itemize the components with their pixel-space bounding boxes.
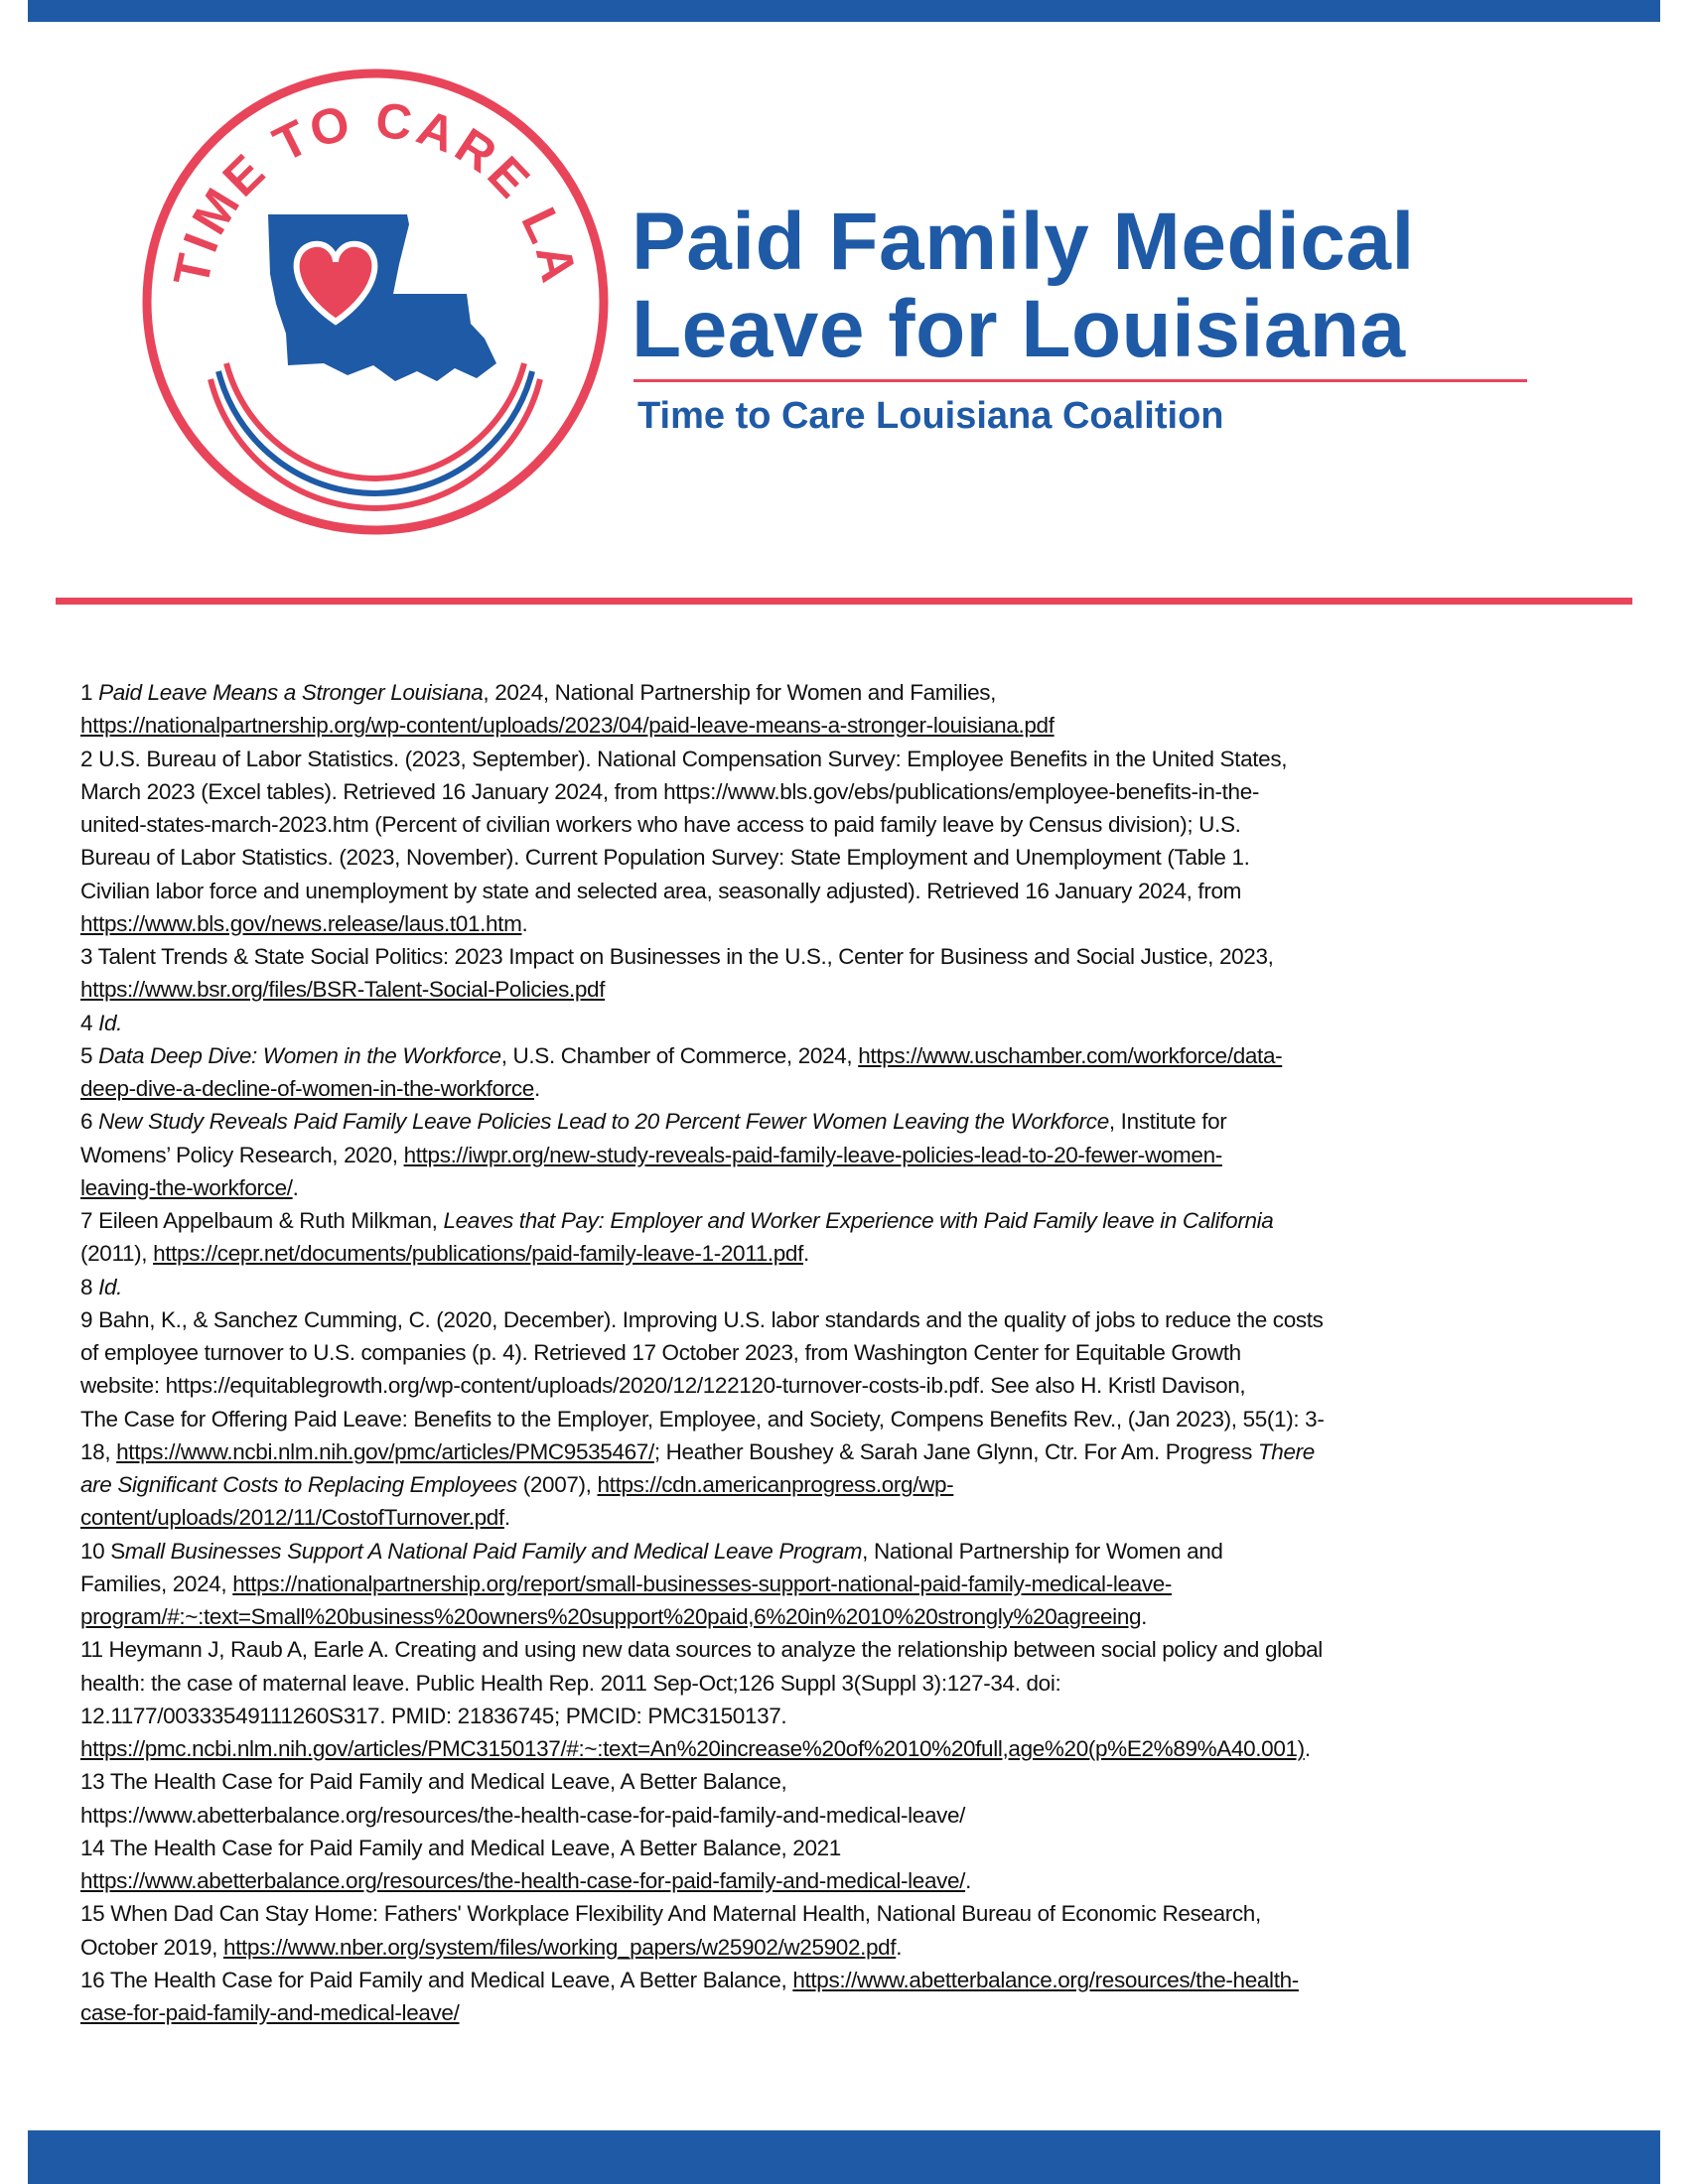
footnote-line	[80, 1799, 1629, 1832]
footnote-line	[80, 1964, 1629, 1996]
footnote-line	[80, 1700, 1629, 1732]
footnote-line	[80, 1765, 1629, 1798]
citation-text: .	[1141, 1604, 1148, 1629]
citation-text: The Case for Offering Paid Leave: Benefits to the Employer, Employee, and Society, Compens Benefits Rev., (Jan 2023), 55(1): 3-	[80, 1406, 1325, 1432]
citation-text: Families, 2024,	[80, 1570, 233, 1596]
citation-title: mall Businesses Support A National Paid Family and Medical Leave Program	[124, 1538, 863, 1564]
header-divider	[56, 598, 1632, 605]
footnote-line	[80, 1633, 1629, 1666]
citation-text: 10 S	[80, 1538, 125, 1564]
citation-title: Leaves that Pay: Employer and Worker Experience with Paid Family leave in California	[443, 1208, 1274, 1233]
footnote-line	[80, 940, 1629, 973]
citation-text: ; Heather Boushey & Sarah Jane Glynn, Ctr. For Am. Progress	[653, 1438, 1258, 1464]
footnote-line	[80, 1403, 1629, 1435]
citation-title: are Significant Costs to Replacing Employees	[80, 1472, 517, 1497]
footnote-line	[80, 1105, 1629, 1138]
footnote-line	[80, 1568, 1629, 1600]
footnote-line	[80, 1271, 1629, 1303]
citation-link[interactable]: https://www.nber.org/system/files/working_papers/w25902/w25902.pdf	[222, 1934, 897, 1960]
citation-text: 15 When Dad Can Stay Home: Fathers' Workplace Flexibility And Maternal Health, National Bureau of Economic Research,	[80, 1901, 1261, 1927]
citation-text: 2 U.S. Bureau of Labor Statistics. (2023, September). National Compensation Survey: Employee Benefits in the United States,	[80, 746, 1288, 771]
citation-text: .	[292, 1174, 299, 1200]
citation-title: Paid Leave Means a Stronger Louisiana	[98, 680, 484, 705]
footnote-line	[80, 1501, 1629, 1534]
title-line-2: Leave for Louisiana	[632, 284, 1406, 374]
citation-text: 7 Eileen Appelbaum & Ruth Milkman,	[80, 1208, 444, 1233]
footnote-line	[80, 1996, 1629, 2029]
citation-title: Id.	[98, 1010, 123, 1035]
footnote-line	[80, 973, 1629, 1006]
footnote-line	[80, 1732, 1629, 1765]
footnote-line	[80, 1237, 1629, 1270]
title-underline	[633, 379, 1527, 382]
footnote-line	[80, 907, 1629, 940]
citation-link[interactable]: https://pmc.ncbi.nlm.nih.gov/articles/PMC3150137/#:~:text=An%20increase%20of%2010%20full,age%20(p%E2%89%A40.001)	[80, 1736, 1305, 1761]
citation-text: .	[503, 1505, 510, 1531]
citation-text: 16 The Health Case for Paid Family and Medical Leave, A Better Balance,	[80, 1967, 793, 1992]
citation-text: , 2024, National Partnership for Women and Families,	[483, 680, 997, 705]
citation-link[interactable]: https://www.abetterbalance.org/resources/the-health-	[792, 1967, 1299, 1992]
citation-link[interactable]: https://www.bls.gov/news.release/laus.t01.htm	[80, 910, 522, 936]
footnotes	[80, 676, 1629, 2029]
citation-link[interactable]: https://nationalpartnership.org/wp-content/uploads/2023/04/paid-leave-means-a-stronger-louisiana.pdf	[80, 713, 1055, 739]
footnote-line	[80, 676, 1629, 709]
citation-text: of employee turnover to U.S. companies (p. 4). Retrieved 17 October 2023, from Washington Center for Equitable Growth	[80, 1340, 1241, 1365]
citation-text: , National Partnership for Women and	[862, 1538, 1223, 1564]
footnote-line	[80, 808, 1629, 841]
citation-link[interactable]: https://www.abetterbalance.org/resources/the-health-case-for-paid-family-and-medical-leave/	[80, 1868, 966, 1893]
citation-text: Bureau of Labor Statistics. (2023, November). Current Population Survey: State Employment and Unemployment (Table 1.	[80, 845, 1250, 871]
citation-text: united-states-march-2023.htm (Percent of civilian workers who have access to paid family leave by Census division); U.S.	[80, 812, 1241, 837]
louisiana-map-icon	[268, 214, 496, 381]
citation-text: , U.S. Chamber of Commerce, 2024,	[500, 1042, 859, 1068]
coalition-subtitle: Time to Care Louisiana Coalition	[637, 395, 1224, 437]
citation-text: (2011),	[80, 1241, 154, 1267]
citation-text: 18,	[80, 1438, 117, 1464]
citation-link[interactable]: https://www.ncbi.nlm.nih.gov/pmc/articles/PMC9535467/	[116, 1438, 654, 1464]
citation-text: 3 Talent Trends & State Social Politics: 2023 Impact on Businesses in the U.S., Center for Business and Social Justice, 2023,	[80, 944, 1274, 969]
citation-text: .	[521, 910, 528, 936]
citation-text: 14 The Health Case for Paid Family and Medical Leave, A Better Balance, 2021	[80, 1835, 841, 1860]
citation-text: 12.1177/00333549111260S317. PMID: 21836745; PMCID: PMC3150137.	[80, 1703, 787, 1728]
citation-text: .	[533, 1076, 540, 1101]
footnote-line	[80, 1039, 1629, 1072]
footnote-line	[80, 775, 1629, 808]
page-title	[632, 199, 1415, 373]
footnote-line	[80, 709, 1629, 742]
bottom-banner-bar	[28, 2130, 1660, 2184]
citation-title: There	[1257, 1438, 1315, 1464]
citation-text: 4	[80, 1010, 99, 1035]
footnote-line	[80, 1667, 1629, 1700]
citation-text: October 2019,	[80, 1934, 223, 1960]
citation-link[interactable]: https://cepr.net/documents/publications/paid-family-leave-1-2011.pdf	[153, 1241, 803, 1267]
footnote-line	[80, 1931, 1629, 1964]
citation-text: 1	[80, 680, 99, 705]
footnote-line	[80, 1139, 1629, 1171]
footnote-line	[80, 1303, 1629, 1336]
citation-text: .	[1304, 1736, 1311, 1761]
citation-link[interactable]: deep-dive-a-decline-of-women-in-the-workforce	[80, 1076, 534, 1101]
citation-text: 6	[80, 1109, 99, 1135]
citation-text: 13 The Health Case for Paid Family and Medical Leave, A Better Balance,	[80, 1769, 787, 1795]
citation-text: 11 Heymann J, Raub A, Earle A. Creating and using new data sources to analyze the relationship between social policy and global	[80, 1637, 1323, 1663]
citation-link[interactable]: https://www.uschamber.com/workforce/data-	[858, 1042, 1283, 1068]
citation-text: , Institute for	[1108, 1109, 1227, 1135]
citation-text: https://www.abetterbalance.org/resources/the-health-case-for-paid-family-and-medical-leave/	[80, 1802, 966, 1828]
citation-text: health: the case of maternal leave. Public Health Rep. 2011 Sep-Oct;126 Suppl 3(Suppl 3):127-34. doi:	[80, 1670, 1061, 1696]
citation-text: March 2023 (Excel tables). Retrieved 16 January 2024, from https://www.bls.gov/ebs/publications/employee-benefits-in-the-	[80, 778, 1260, 804]
citation-link[interactable]: https://www.bsr.org/files/BSR-Talent-Social-Policies.pdf	[80, 977, 606, 1003]
footnote-line	[80, 1435, 1629, 1468]
citation-text: 5	[80, 1042, 99, 1068]
citation-text: .	[896, 1934, 903, 1960]
citation-title: Id.	[98, 1274, 123, 1299]
top-banner-bar	[28, 0, 1660, 22]
logo-ring-text: TIME TO CARE LA	[163, 91, 589, 291]
footnote-line	[80, 1369, 1629, 1402]
citation-link[interactable]: https://iwpr.org/new-study-reveals-paid-family-leave-policies-lead-to-20-fewer-women-	[403, 1142, 1222, 1167]
footnote-line	[80, 1832, 1629, 1864]
footnote-line	[80, 1468, 1629, 1501]
footnote-line	[80, 875, 1629, 907]
citation-link[interactable]: https://nationalpartnership.org/report/small-businesses-support-national-paid-family-medical-leave-	[232, 1570, 1173, 1596]
citation-text: Womens’ Policy Research, 2020,	[80, 1142, 404, 1167]
citation-title: New Study Reveals Paid Family Leave Policies Lead to 20 Percent Fewer Women Leaving the Workforce	[98, 1109, 1109, 1135]
citation-text: website: https://equitablegrowth.org/wp-content/uploads/2020/12/122120-turnover-costs-ib.pdf. See also H. Kristl Davison,	[80, 1373, 1246, 1399]
footnote-line	[80, 1897, 1629, 1930]
footnote-line	[80, 1171, 1629, 1204]
citation-link[interactable]: case-for-paid-family-and-medical-leave/	[80, 2000, 460, 2025]
citation-text: (2007),	[516, 1472, 598, 1497]
footnote-line	[80, 841, 1629, 874]
citation-text: .	[965, 1868, 971, 1893]
footnote-line	[80, 1864, 1629, 1897]
footnote-line	[80, 1072, 1629, 1105]
citation-link[interactable]: program/#:~:text=Small%20business%20owners%20support%20paid,6%20in%2010%20strongly%20agreeing	[80, 1604, 1142, 1629]
citation-link[interactable]: leaving-the-workforce/	[80, 1174, 293, 1200]
time-to-care-la-logo	[139, 66, 612, 538]
footnote-line	[80, 1204, 1629, 1237]
citation-text: .	[803, 1241, 809, 1267]
citation-title: Data Deep Dive: Women in the Workforce	[98, 1042, 501, 1068]
title-line-1: Paid Family Medical	[632, 197, 1415, 287]
footnote-line	[80, 1007, 1629, 1039]
citation-text: 9 Bahn, K., & Sanchez Cumming, C. (2020, December). Improving U.S. labor standards and the quality of jobs to reduce the costs	[80, 1306, 1324, 1332]
footnote-line	[80, 743, 1629, 775]
footnote-line	[80, 1600, 1629, 1633]
citation-text: 8	[80, 1274, 99, 1299]
citation-link[interactable]: content/uploads/2012/11/CostofTurnover.pdf	[80, 1505, 504, 1531]
footnote-line	[80, 1336, 1629, 1369]
citation-text: Civilian labor force and unemployment by state and selected area, seasonally adjusted). Retrieved 16 January 2024, from	[80, 878, 1242, 903]
footnote-line	[80, 1535, 1629, 1568]
citation-link[interactable]: https://cdn.americanprogress.org/wp-	[597, 1472, 954, 1497]
